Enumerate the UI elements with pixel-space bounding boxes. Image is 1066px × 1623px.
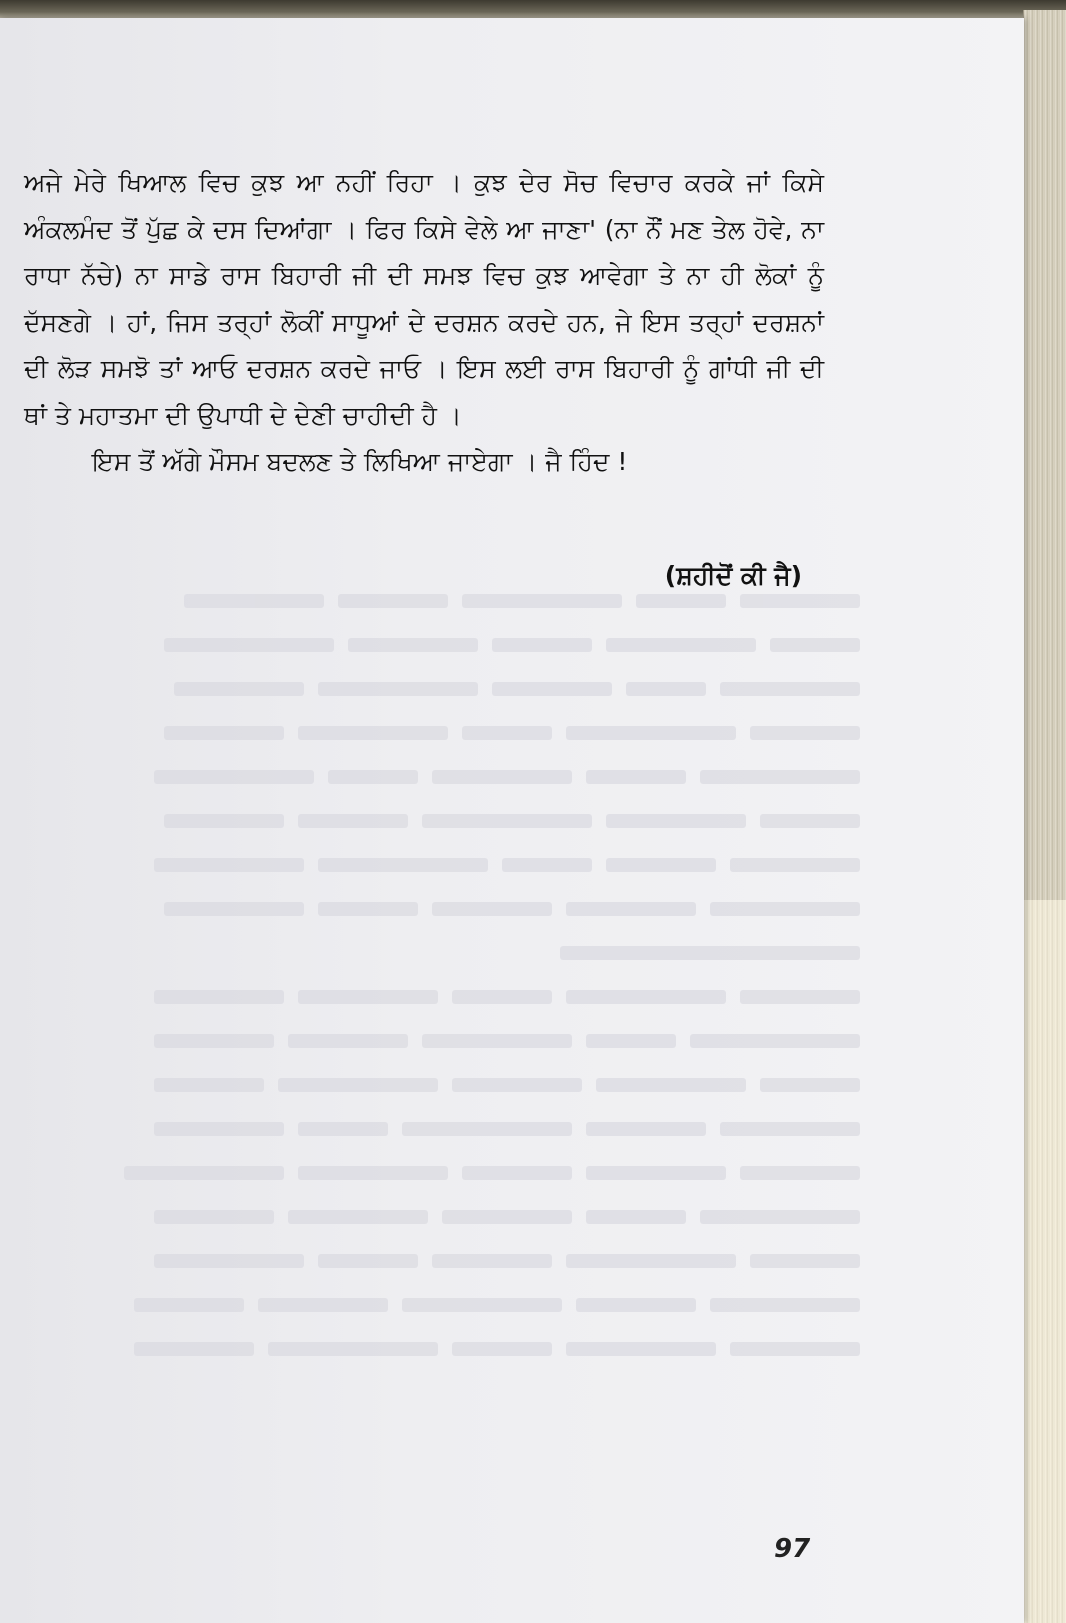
- paragraph: ਇਸ ਤੋਂ ਅੱਗੇ ਮੌਸਮ ਬਦਲਣ ਤੇ ਲਿਖਿਆ ਜਾਏਗਾ । ਜੈ ਹਿੰਦ !: [92, 447, 628, 476]
- page-number: 97: [774, 1534, 811, 1564]
- show-through-text: [20, 578, 860, 1370]
- page-stack-edge-lower: [1023, 900, 1066, 1623]
- paragraph: ਅਜੇ ਮੇਰੇ ਖਿਆਲ ਵਿਚ ਕੁਝ ਆ ਨਹੀਂ ਰਿਹਾ । ਕੁਝ ਦੇਰ ਸੋਚ ਵਿਚਾਰ ਕਰਕੇ ਜਾਂ ਕਿਸੇ ਅੰਕਲਮੰਦ ਤੋਂ ਪੁੱਛ ਕੇ ਦਸ ਦਿਆਂਗਾ । ਫਿਰ ਕਿਸੇ ਵੇਲੇ ਆ ਜਾਣਾ' (ਨਾ ਨੌਂ ਮਣ ਤੇਲ ਹੋਵੇ, ਨਾ ਰਾਧਾ ਨੱਚੇ) ਨਾ ਸਾਡੇ ਰਾਸ ਬਿਹਾਰੀ ਜੀ ਦੀ ਸਮਝ ਵਿਚ ਕੁਝ ਆਵੇਗਾ ਤੇ ਨਾ ਹੀ ਲੋਕਾਂ ਨੂੰ ਦੱਸਣਗੇ । ਹਾਂ, ਜਿਸ ਤਰ੍ਹਾਂ ਲੋਕੀਂ ਸਾਧੂਆਂ ਦੇ ਦਰਸ਼ਨ ਕਰਦੇ ਹਨ, ਜੇ ਇਸ ਤਰ੍ਹਾਂ ਦਰਸ਼ਨਾਂ ਦੀ ਲੋੜ ਸਮਝੋ ਤਾਂ ਆਓ ਦਰਸ਼ਨ ਕਰਦੇ ਜਾਓ । ਇਸ ਲਈ ਰਾਸ ਬਿਹਾਰੀ ਨੂੰ ਗਾਂਧੀ ਜੀ ਦੀ ਥਾਂ ਤੇ ਮਹਾਤਮਾ ਦੀ ਉਪਾਧੀ ਦੇ ਦੇਣੀ ਚਾਹੀਦੀ ਹੈ ।: [24, 168, 824, 430]
- book-page: [0, 18, 1024, 1623]
- signature-line: (ਸ਼ਹੀਦੋਂ ਕੀ ਜੈ): [664, 561, 802, 590]
- book-top-edge: [0, 0, 1066, 20]
- body-text: [24, 160, 824, 486]
